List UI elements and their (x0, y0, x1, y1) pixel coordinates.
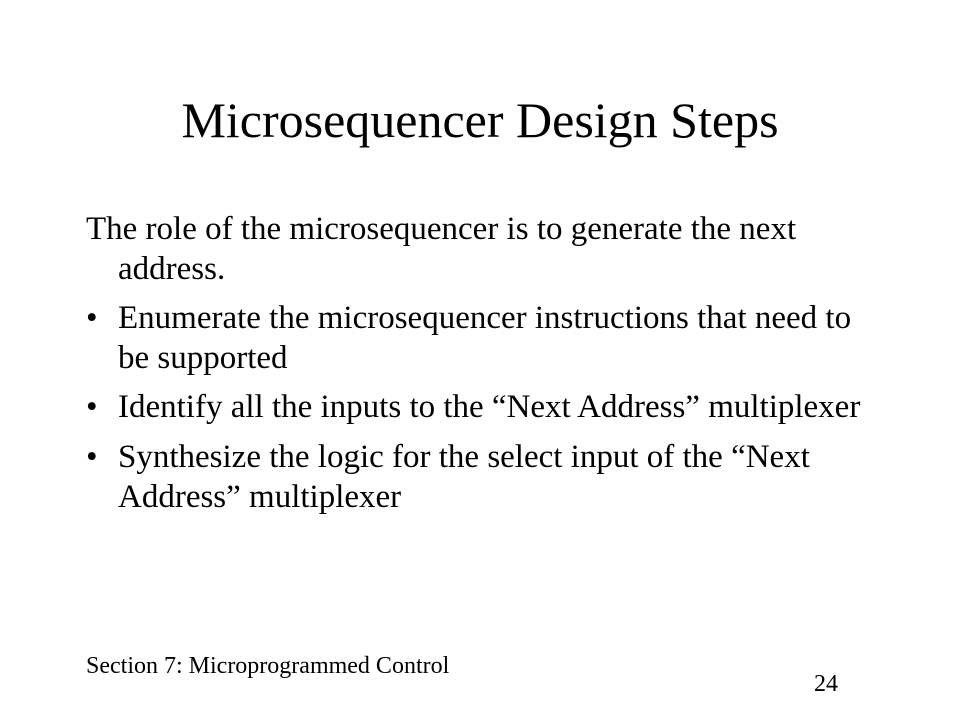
bullet-text: Enumerate the microsequencer instructions that need to be supported (118, 300, 852, 376)
slide-title: Microsequencer Design Steps (181, 92, 779, 148)
bullet-dot-icon: • (86, 389, 98, 426)
intro-text: The role of the microsequencer is to generate the next address. (86, 211, 797, 287)
page-number: 24 (814, 671, 838, 697)
bullet-dot-icon: • (86, 300, 98, 337)
section-footer: Section 7: Microprogrammed Control (86, 653, 450, 679)
bullet-item-enumerate (86, 299, 886, 378)
bullet-item-synthesize (86, 438, 886, 517)
bullet-item-identify (86, 388, 886, 428)
bullet-dot-icon: • (86, 438, 98, 475)
bullet-text: Identify all the inputs to the “Next Address” multiplexer (118, 389, 861, 426)
bullet-text: Synthesize the logic for the select input of the “Next Address” multiplexer (118, 438, 810, 515)
bullet-list (86, 299, 886, 517)
slide-body (86, 210, 886, 527)
